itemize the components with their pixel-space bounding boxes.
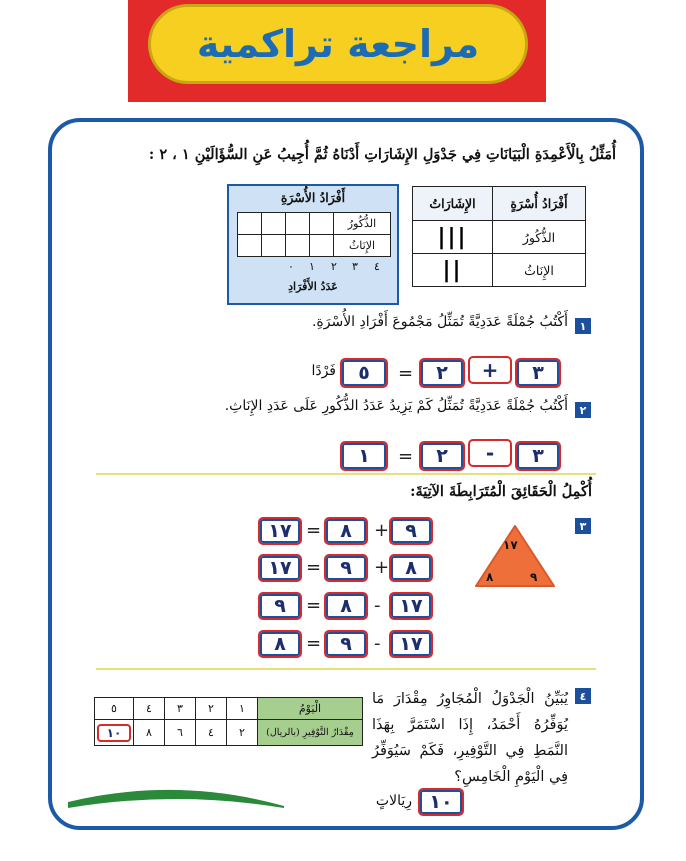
- fact-operand-b-value: ٩: [326, 556, 366, 580]
- savings-day-header: الْيَوْمُ: [258, 698, 363, 720]
- fact-equals: =: [306, 633, 322, 654]
- fact-operand-a-value: ١٧: [391, 632, 431, 656]
- q1-addend-a-value: ٣: [517, 360, 559, 386]
- q2-result-value: ١: [342, 443, 386, 469]
- q2-result[interactable]: [340, 441, 388, 471]
- q1-equals: =: [398, 363, 414, 384]
- fact-family-triangle: [470, 520, 560, 592]
- fact-result-value: ٩: [260, 594, 300, 618]
- q1-text: أَكْتُبُ جُمْلَةً عَدَدِيَّةً تُمَثِّلُ مَجْمُوعَ أَفْرَادِ الأُسْرَةِ.: [311, 314, 568, 330]
- tally-row-label: الإِنَاثُ: [493, 254, 586, 287]
- tally-col-marks: الإِشَارَاتُ: [413, 187, 493, 221]
- q4-answer[interactable]: [418, 788, 464, 816]
- savings-amount: ٦: [165, 720, 196, 746]
- q2-subtrahend[interactable]: [419, 441, 465, 471]
- triangle-top: ١٧: [503, 538, 518, 552]
- fact-operator: -: [374, 595, 381, 616]
- tally-marks: ||: [413, 254, 493, 287]
- q4-unit: رِيَالاتٍ: [375, 793, 412, 809]
- fact-operator: +: [374, 557, 390, 578]
- fact-operand-b[interactable]: [324, 630, 368, 658]
- question-number-3: ٣: [575, 518, 591, 534]
- savings-amount-cell: [95, 720, 134, 746]
- question-number-2: ٢: [575, 402, 591, 418]
- fact-equals: =: [306, 557, 322, 578]
- q4-text: يُبَيِّنُ الْجَدْوَلُ الْمُجَاوِرُ مِقْدَارَ مَا يُوَفِّرُهُ أَحْمَدُ، إِذَا اسْتَمَرَّ بِهَذَا النَّمَطِ فِي التَّوْفِيرِ، فَكَمْ سَيُوَفِّرُ فِي الْيَوْمِ الْخَامِسِ؟: [372, 691, 568, 785]
- fact-operand-b-value: ٩: [326, 632, 366, 656]
- fact-operator: +: [374, 520, 390, 541]
- section2-title: أُكْمِلُ الْحَقَائِقَ الْمُتَرَابِطَةَ الآتِيَةَ:: [410, 483, 592, 500]
- fact-operator: -: [374, 633, 381, 654]
- fact-operand-b[interactable]: [324, 554, 368, 582]
- q1-addend-b-value: ٢: [421, 360, 463, 386]
- divider: [96, 668, 596, 670]
- fact-operand-b[interactable]: [324, 517, 368, 545]
- bar-graph-xlabel: عَدَدُ الأَفْرَادِ: [288, 280, 338, 293]
- q2-text: أَكْتُبُ جُمْلَةً عَدَدِيَّةً تُمَثِّلُ كَمْ يَزِيدُ عَدَدُ الذُّكُورِ عَلَى عَدَدِ الإِنَاثِ.: [224, 398, 568, 414]
- savings-day: ٢: [196, 698, 227, 720]
- fact-operand-a-value: ٩: [391, 519, 431, 543]
- q1-addend-a[interactable]: [515, 358, 561, 388]
- q2-minuend-value: ٣: [517, 443, 559, 469]
- tick-label: ٠: [288, 260, 294, 273]
- tally-row-label: الذُّكُورُ: [493, 221, 586, 254]
- fact-result[interactable]: [258, 554, 302, 582]
- tick-label: ٤: [374, 260, 380, 273]
- fact-result[interactable]: [258, 517, 302, 545]
- savings-day: ٣: [165, 698, 196, 720]
- tick-label: ١: [309, 260, 315, 273]
- tally-marks: |||: [413, 221, 493, 254]
- tick-label: ٣: [352, 260, 358, 273]
- fact-equals: =: [306, 520, 322, 541]
- q1-unit: فَرْدًا: [311, 363, 336, 379]
- divider: [96, 473, 596, 475]
- tally-table: [412, 186, 586, 287]
- fact-result-value: ٨: [260, 632, 300, 656]
- q1-result-value: ٥: [342, 360, 386, 386]
- q1-operator[interactable]: +: [468, 356, 512, 384]
- q4-answer-value: ١٠: [420, 790, 462, 814]
- green-leaf-decoration: [66, 780, 286, 810]
- fact-operand-a[interactable]: [389, 517, 433, 545]
- tally-col-family: أَفْرَادُ أُسْرَةٍ: [493, 187, 586, 221]
- triangle-left: ٨: [486, 570, 494, 584]
- savings-amount-header: مِقْدَارُ التَّوْفِيرِ (بالريال): [258, 720, 363, 746]
- q2-operator[interactable]: -: [468, 439, 512, 467]
- q1-addend-b[interactable]: [419, 358, 465, 388]
- savings-day: ٥: [95, 698, 134, 720]
- bar-graph-grid: [237, 212, 391, 257]
- fact-operand-a-value: ١٧: [391, 594, 431, 618]
- fact-operand-b[interactable]: [324, 592, 368, 620]
- question-number-1: ١: [575, 318, 591, 334]
- savings-amount: ٢: [227, 720, 258, 746]
- savings-day: ١: [227, 698, 258, 720]
- savings-table: [94, 697, 363, 746]
- q2-equals: =: [398, 446, 414, 467]
- page-title: مراجعة تراكمية: [196, 22, 480, 66]
- header-banner: [148, 4, 528, 84]
- savings-amount: ٨: [134, 720, 165, 746]
- q2-subtrahend-value: ٢: [421, 443, 463, 469]
- fact-result-value: ١٧: [260, 556, 300, 580]
- fact-operand-b-value: ٨: [326, 594, 366, 618]
- fact-operand-b-value: ٨: [326, 519, 366, 543]
- intro-text: أُمَثِّلُ بِالْأَعْمِدَةِ الْبَيَانَاتِ فِي جَدْوَلِ الإِشَارَاتِ أَدْنَاهُ ثُمَّ أُجِيبُ عَنِ السُّؤَالَيْنِ ١ ، ٢ :: [148, 146, 616, 163]
- tick-label: ٢: [331, 260, 337, 273]
- fact-equals: =: [306, 595, 322, 616]
- bar-graph: [227, 184, 399, 305]
- savings-amount-answer[interactable]: ١٠: [97, 724, 131, 742]
- q2-minuend[interactable]: [515, 441, 561, 471]
- bar-graph-row-label: الذُّكُورُ: [334, 213, 391, 235]
- fact-operand-a[interactable]: [389, 592, 433, 620]
- fact-result-value: ١٧: [260, 519, 300, 543]
- bar-graph-title: أَفْرَادُ الأُسْرَةِ: [280, 190, 346, 205]
- savings-amount: ٤: [196, 720, 227, 746]
- q1-result[interactable]: [340, 358, 388, 388]
- question-number-4: ٤: [575, 688, 591, 704]
- savings-day: ٤: [134, 698, 165, 720]
- fact-result[interactable]: [258, 592, 302, 620]
- triangle-right: ٩: [530, 570, 538, 584]
- fact-operand-a-value: ٨: [391, 556, 431, 580]
- fact-operand-a[interactable]: [389, 554, 433, 582]
- fact-operand-a[interactable]: [389, 630, 433, 658]
- fact-result[interactable]: [258, 630, 302, 658]
- bar-graph-row-label: الإِنَاثُ: [334, 235, 391, 257]
